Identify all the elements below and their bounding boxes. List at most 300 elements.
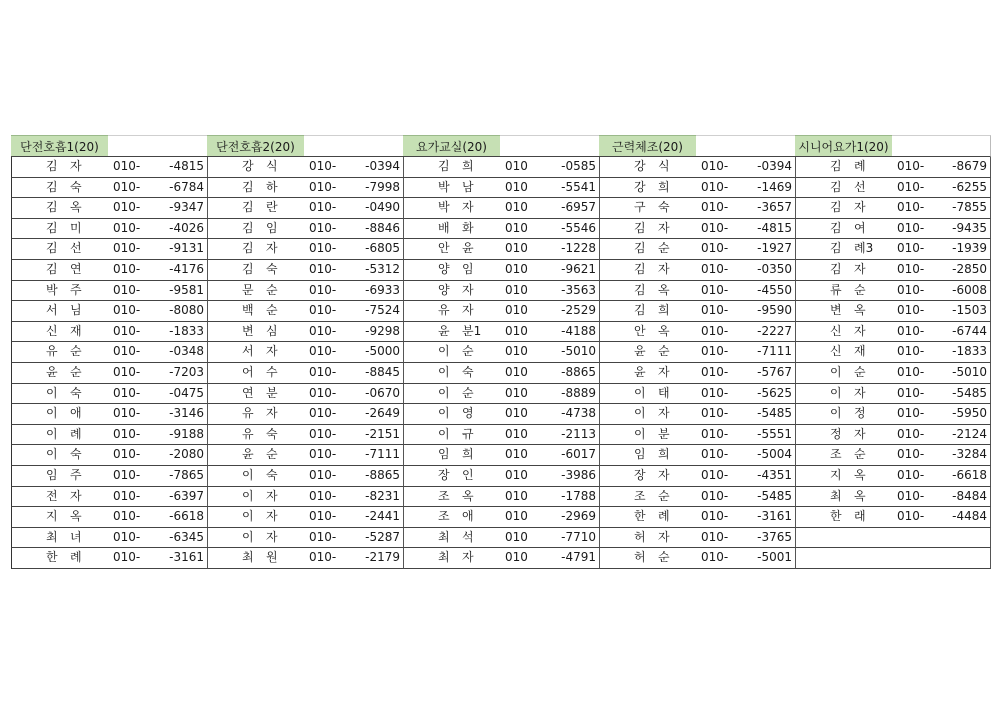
member-phone[interactable] xyxy=(892,445,991,466)
member-name[interactable] xyxy=(403,157,500,178)
member-phone[interactable] xyxy=(892,404,991,425)
phone-last-digits: -8845 xyxy=(365,364,400,379)
phone-last-digits: -6255 xyxy=(952,179,987,194)
group-title[interactable]: 단전호흡2(20) xyxy=(207,135,304,157)
member-phone[interactable] xyxy=(108,548,207,569)
member-name[interactable] xyxy=(599,363,696,384)
member-phone[interactable] xyxy=(892,198,991,219)
member-name[interactable] xyxy=(207,219,304,240)
given-name: 희 xyxy=(462,159,474,173)
member-name[interactable] xyxy=(599,157,696,178)
member-phone[interactable] xyxy=(696,260,795,281)
group-title[interactable]: 요가교실(20) xyxy=(403,135,500,157)
member-name[interactable] xyxy=(207,466,304,487)
given-name: 순 xyxy=(266,282,278,297)
empty-cell[interactable] xyxy=(795,528,892,549)
member-name[interactable] xyxy=(11,342,108,363)
member-name[interactable] xyxy=(599,342,696,363)
member-name[interactable] xyxy=(11,281,108,302)
phone-prefix: 010- xyxy=(113,426,141,441)
member-phone[interactable] xyxy=(108,466,207,487)
member-name[interactable] xyxy=(599,548,696,569)
member-phone[interactable] xyxy=(108,487,207,508)
surname: 김 xyxy=(438,159,450,173)
member-phone[interactable] xyxy=(108,322,207,343)
member-phone[interactable] xyxy=(304,487,403,508)
member-phone[interactable] xyxy=(892,322,991,343)
member-phone[interactable] xyxy=(108,425,207,446)
member-phone[interactable] xyxy=(500,198,599,219)
phone-last-digits: -8846 xyxy=(365,220,400,235)
phone-prefix: 010- xyxy=(309,241,337,256)
member-phone[interactable] xyxy=(500,301,599,322)
surname: 김 xyxy=(242,200,254,215)
surname: 최 xyxy=(438,529,450,544)
member-phone[interactable] xyxy=(304,445,403,466)
member-phone[interactable] xyxy=(696,157,795,178)
surname: 신 xyxy=(830,344,842,359)
phone-last-digits: -6957 xyxy=(561,200,596,215)
member-phone[interactable] xyxy=(696,178,795,199)
surname: 이 xyxy=(438,406,450,421)
member-name[interactable] xyxy=(795,157,892,178)
member-phone[interactable] xyxy=(696,445,795,466)
member-phone[interactable] xyxy=(696,198,795,219)
member-phone[interactable] xyxy=(500,487,599,508)
member-phone[interactable] xyxy=(696,425,795,446)
member-phone[interactable] xyxy=(108,404,207,425)
member-phone[interactable] xyxy=(108,342,207,363)
member-name[interactable] xyxy=(11,445,108,466)
phone-prefix: 010- xyxy=(897,179,925,194)
member-name[interactable] xyxy=(11,219,108,240)
member-name[interactable] xyxy=(599,487,696,508)
surname: 김 xyxy=(46,200,58,215)
member-name[interactable] xyxy=(795,301,892,322)
member-phone[interactable] xyxy=(108,157,207,178)
member-name[interactable] xyxy=(795,425,892,446)
member-name[interactable] xyxy=(11,322,108,343)
member-phone[interactable] xyxy=(892,487,991,508)
given-name: 옥 xyxy=(658,282,670,297)
phone-last-digits: -1503 xyxy=(952,303,987,318)
member-phone[interactable] xyxy=(108,384,207,405)
member-name[interactable] xyxy=(207,198,304,219)
phone-last-digits: -2113 xyxy=(561,426,596,441)
member-name[interactable] xyxy=(207,301,304,322)
phone-last-digits: -5767 xyxy=(757,364,792,379)
member-name[interactable] xyxy=(599,528,696,549)
phone-last-digits: -3146 xyxy=(169,406,204,421)
given-name: 순 xyxy=(658,241,670,256)
header-blank-cell[interactable] xyxy=(696,135,795,157)
member-name[interactable] xyxy=(11,157,108,178)
member-phone[interactable] xyxy=(304,342,403,363)
given-name: 녀 xyxy=(70,529,82,544)
given-name: 자 xyxy=(462,282,474,297)
surname: 김 xyxy=(46,179,58,194)
member-name[interactable] xyxy=(11,487,108,508)
member-name[interactable] xyxy=(403,260,500,281)
member-phone[interactable] xyxy=(304,528,403,549)
member-phone[interactable] xyxy=(892,425,991,446)
member-name[interactable] xyxy=(795,487,892,508)
member-phone[interactable] xyxy=(892,239,991,260)
member-phone[interactable] xyxy=(500,281,599,302)
member-name[interactable] xyxy=(599,198,696,219)
phone-last-digits: -9435 xyxy=(952,220,987,235)
phone-last-digits: -8231 xyxy=(365,488,400,503)
member-phone[interactable] xyxy=(500,322,599,343)
member-name[interactable] xyxy=(207,487,304,508)
member-phone[interactable] xyxy=(108,301,207,322)
member-phone[interactable] xyxy=(304,548,403,569)
member-phone[interactable] xyxy=(892,363,991,384)
member-phone[interactable] xyxy=(892,507,991,528)
given-name: 식 xyxy=(266,159,278,173)
member-name[interactable] xyxy=(11,301,108,322)
member-phone[interactable] xyxy=(304,322,403,343)
phone-last-digits: -5004 xyxy=(757,447,792,462)
phone-last-digits: -7998 xyxy=(365,179,400,194)
member-phone[interactable] xyxy=(304,239,403,260)
member-phone[interactable] xyxy=(696,528,795,549)
member-phone[interactable] xyxy=(108,239,207,260)
phone-last-digits: -5001 xyxy=(757,550,792,565)
phone-last-digits: -8679 xyxy=(952,159,987,173)
member-phone[interactable] xyxy=(304,219,403,240)
member-phone[interactable] xyxy=(892,178,991,199)
member-name[interactable] xyxy=(599,219,696,240)
header-blank-cell[interactable] xyxy=(108,135,207,157)
member-phone[interactable] xyxy=(304,384,403,405)
member-phone[interactable] xyxy=(500,342,599,363)
given-name: 순 xyxy=(70,364,82,379)
member-phone[interactable] xyxy=(304,363,403,384)
member-name[interactable] xyxy=(599,260,696,281)
given-name: 래 xyxy=(854,509,866,524)
member-name[interactable] xyxy=(795,466,892,487)
group-title[interactable]: 근력체조(20) xyxy=(599,135,696,157)
member-phone[interactable] xyxy=(500,157,599,178)
member-phone[interactable] xyxy=(500,384,599,405)
member-phone[interactable] xyxy=(696,487,795,508)
phone-last-digits: -5485 xyxy=(757,488,792,503)
surname: 류 xyxy=(830,282,842,297)
member-phone[interactable] xyxy=(304,466,403,487)
roster-sheet xyxy=(11,135,989,569)
phone-prefix: 010- xyxy=(309,509,337,524)
surname: 변 xyxy=(830,303,842,318)
member-name[interactable] xyxy=(403,342,500,363)
given-name: 자 xyxy=(854,426,866,441)
given-name: 석 xyxy=(462,529,474,544)
member-name[interactable] xyxy=(403,322,500,343)
member-phone[interactable] xyxy=(304,198,403,219)
member-name[interactable] xyxy=(599,404,696,425)
member-name[interactable] xyxy=(11,507,108,528)
member-name[interactable] xyxy=(599,507,696,528)
member-phone[interactable] xyxy=(892,301,991,322)
member-name[interactable] xyxy=(599,239,696,260)
member-phone[interactable] xyxy=(500,528,599,549)
member-name[interactable] xyxy=(599,384,696,405)
member-name[interactable] xyxy=(11,363,108,384)
member-name[interactable] xyxy=(403,281,500,302)
member-name[interactable] xyxy=(599,445,696,466)
member-name[interactable] xyxy=(403,528,500,549)
member-name[interactable] xyxy=(11,425,108,446)
member-phone[interactable] xyxy=(304,260,403,281)
surname: 이 xyxy=(438,364,450,379)
member-name[interactable] xyxy=(403,487,500,508)
member-name[interactable] xyxy=(795,198,892,219)
member-name[interactable] xyxy=(599,301,696,322)
phone-last-digits: -2080 xyxy=(169,447,204,462)
member-phone[interactable] xyxy=(108,178,207,199)
member-name[interactable] xyxy=(207,363,304,384)
member-phone[interactable] xyxy=(304,301,403,322)
member-phone[interactable] xyxy=(696,342,795,363)
member-name[interactable] xyxy=(403,445,500,466)
member-name[interactable] xyxy=(599,281,696,302)
given-name: 순 xyxy=(70,344,82,359)
given-name: 순 xyxy=(462,385,474,400)
given-name: 숙 xyxy=(70,447,82,462)
member-phone[interactable] xyxy=(892,342,991,363)
member-phone[interactable] xyxy=(500,548,599,569)
member-name[interactable] xyxy=(11,466,108,487)
member-phone[interactable] xyxy=(500,260,599,281)
phone-prefix: 010- xyxy=(309,364,337,379)
member-phone[interactable] xyxy=(892,281,991,302)
member-phone[interactable] xyxy=(500,219,599,240)
surname: 양 xyxy=(438,282,450,297)
given-name: 자 xyxy=(70,159,82,173)
member-name[interactable] xyxy=(795,260,892,281)
member-name[interactable] xyxy=(795,239,892,260)
member-name[interactable] xyxy=(403,239,500,260)
surname: 지 xyxy=(46,509,58,524)
member-phone[interactable] xyxy=(500,466,599,487)
surname: 김 xyxy=(46,261,58,276)
header-blank-cell[interactable] xyxy=(500,135,599,157)
member-name[interactable] xyxy=(11,404,108,425)
empty-cell[interactable] xyxy=(795,548,892,569)
member-name[interactable] xyxy=(403,404,500,425)
phone-prefix: 010- xyxy=(701,426,729,441)
phone-prefix: 010- xyxy=(113,261,141,276)
member-phone[interactable] xyxy=(500,445,599,466)
member-name[interactable] xyxy=(795,384,892,405)
member-phone[interactable] xyxy=(304,507,403,528)
empty-cell[interactable] xyxy=(892,528,991,549)
header-blank-cell[interactable] xyxy=(892,135,991,157)
phone-prefix: 010- xyxy=(309,385,337,400)
member-name[interactable] xyxy=(207,342,304,363)
member-phone[interactable] xyxy=(108,281,207,302)
member-name[interactable] xyxy=(403,178,500,199)
member-phone[interactable] xyxy=(108,219,207,240)
member-phone[interactable] xyxy=(696,384,795,405)
given-name: 례 xyxy=(658,509,670,524)
given-name: 자 xyxy=(658,220,670,235)
given-name: 순 xyxy=(266,303,278,318)
member-name[interactable] xyxy=(207,178,304,199)
member-name[interactable] xyxy=(207,322,304,343)
phone-prefix: 010 xyxy=(505,406,528,421)
member-phone[interactable] xyxy=(108,445,207,466)
member-phone[interactable] xyxy=(696,322,795,343)
member-phone[interactable] xyxy=(500,178,599,199)
member-name[interactable] xyxy=(207,548,304,569)
member-name[interactable] xyxy=(795,445,892,466)
member-name[interactable] xyxy=(11,178,108,199)
given-name: 수 xyxy=(266,364,278,379)
member-phone[interactable] xyxy=(500,507,599,528)
header-blank-cell[interactable] xyxy=(304,135,403,157)
member-name[interactable] xyxy=(795,404,892,425)
surname: 박 xyxy=(438,179,450,194)
member-phone[interactable] xyxy=(696,219,795,240)
member-name[interactable] xyxy=(403,425,500,446)
member-name[interactable] xyxy=(207,260,304,281)
member-name[interactable] xyxy=(207,507,304,528)
given-name: 원 xyxy=(266,550,278,565)
member-name[interactable] xyxy=(11,198,108,219)
phone-prefix: 010 xyxy=(505,282,528,297)
member-name[interactable] xyxy=(207,384,304,405)
member-phone[interactable] xyxy=(696,548,795,569)
surname: 강 xyxy=(634,179,646,194)
member-phone[interactable] xyxy=(892,157,991,178)
member-phone[interactable] xyxy=(500,363,599,384)
member-name[interactable] xyxy=(207,239,304,260)
phone-prefix: 010- xyxy=(113,447,141,462)
phone-prefix: 010- xyxy=(309,488,337,503)
member-name[interactable] xyxy=(795,281,892,302)
given-name: 숙 xyxy=(266,426,278,441)
member-name[interactable] xyxy=(599,322,696,343)
member-name[interactable] xyxy=(795,342,892,363)
member-phone[interactable] xyxy=(304,404,403,425)
member-name[interactable] xyxy=(403,548,500,569)
surname: 이 xyxy=(634,385,646,400)
given-name: 자 xyxy=(658,406,670,421)
phone-last-digits: -8080 xyxy=(169,303,204,318)
member-name[interactable] xyxy=(207,445,304,466)
phone-last-digits: -0670 xyxy=(365,385,400,400)
phone-prefix: 010- xyxy=(897,385,925,400)
surname: 유 xyxy=(438,303,450,318)
member-phone[interactable] xyxy=(696,363,795,384)
member-phone[interactable] xyxy=(500,425,599,446)
member-name[interactable] xyxy=(11,239,108,260)
member-name[interactable] xyxy=(207,404,304,425)
member-phone[interactable] xyxy=(696,404,795,425)
member-name[interactable] xyxy=(795,363,892,384)
member-phone[interactable] xyxy=(304,425,403,446)
member-phone[interactable] xyxy=(500,239,599,260)
phone-last-digits: -0350 xyxy=(757,261,792,276)
member-name[interactable] xyxy=(599,178,696,199)
member-name[interactable] xyxy=(11,528,108,549)
phone-last-digits: -8484 xyxy=(952,488,987,503)
surname: 조 xyxy=(634,488,646,503)
member-phone[interactable] xyxy=(892,384,991,405)
member-phone[interactable] xyxy=(304,281,403,302)
member-phone[interactable] xyxy=(108,198,207,219)
member-name[interactable] xyxy=(795,178,892,199)
phone-last-digits: -3161 xyxy=(169,550,204,565)
member-phone[interactable] xyxy=(696,466,795,487)
member-name[interactable] xyxy=(207,157,304,178)
member-name[interactable] xyxy=(11,548,108,569)
surname: 김 xyxy=(46,159,58,173)
surname: 강 xyxy=(634,159,646,173)
given-name: 옥 xyxy=(462,488,474,503)
phone-last-digits: -7710 xyxy=(561,529,596,544)
member-name[interactable] xyxy=(403,219,500,240)
member-phone[interactable] xyxy=(892,219,991,240)
surname: 김 xyxy=(634,282,646,297)
member-name[interactable] xyxy=(403,507,500,528)
member-phone[interactable] xyxy=(892,466,991,487)
member-phone[interactable] xyxy=(696,301,795,322)
member-name[interactable] xyxy=(207,425,304,446)
phone-last-digits: -1833 xyxy=(169,323,204,338)
member-phone[interactable] xyxy=(892,260,991,281)
member-name[interactable] xyxy=(207,528,304,549)
member-name[interactable] xyxy=(403,198,500,219)
member-name[interactable] xyxy=(207,281,304,302)
phone-last-digits: -2227 xyxy=(757,323,792,338)
member-phone[interactable] xyxy=(108,528,207,549)
member-name[interactable] xyxy=(795,507,892,528)
member-name[interactable] xyxy=(599,466,696,487)
phone-last-digits: -6618 xyxy=(169,509,204,524)
member-name[interactable] xyxy=(403,384,500,405)
surname: 이 xyxy=(830,364,842,379)
group-title[interactable]: 단전호흡1(20) xyxy=(11,135,108,157)
member-phone[interactable] xyxy=(108,507,207,528)
member-phone[interactable] xyxy=(108,363,207,384)
member-phone[interactable] xyxy=(108,260,207,281)
member-phone[interactable] xyxy=(304,157,403,178)
member-phone[interactable] xyxy=(304,178,403,199)
member-name[interactable] xyxy=(795,219,892,240)
group-title[interactable]: 시니어요가1(20) xyxy=(795,135,892,157)
phone-last-digits: -5485 xyxy=(952,385,987,400)
phone-prefix: 010 xyxy=(505,220,528,235)
member-name[interactable] xyxy=(403,301,500,322)
member-name[interactable] xyxy=(11,384,108,405)
member-name[interactable] xyxy=(403,466,500,487)
member-phone[interactable] xyxy=(696,507,795,528)
member-name[interactable] xyxy=(795,322,892,343)
empty-cell[interactable] xyxy=(892,548,991,569)
phone-last-digits: -1939 xyxy=(952,241,987,256)
phone-prefix: 010- xyxy=(113,467,141,482)
member-name[interactable] xyxy=(11,260,108,281)
member-phone[interactable] xyxy=(696,239,795,260)
phone-prefix: 010- xyxy=(897,467,925,482)
member-phone[interactable] xyxy=(500,404,599,425)
member-name[interactable] xyxy=(403,363,500,384)
member-phone[interactable] xyxy=(696,281,795,302)
member-name[interactable] xyxy=(599,425,696,446)
phone-last-digits: -7111 xyxy=(365,447,400,462)
